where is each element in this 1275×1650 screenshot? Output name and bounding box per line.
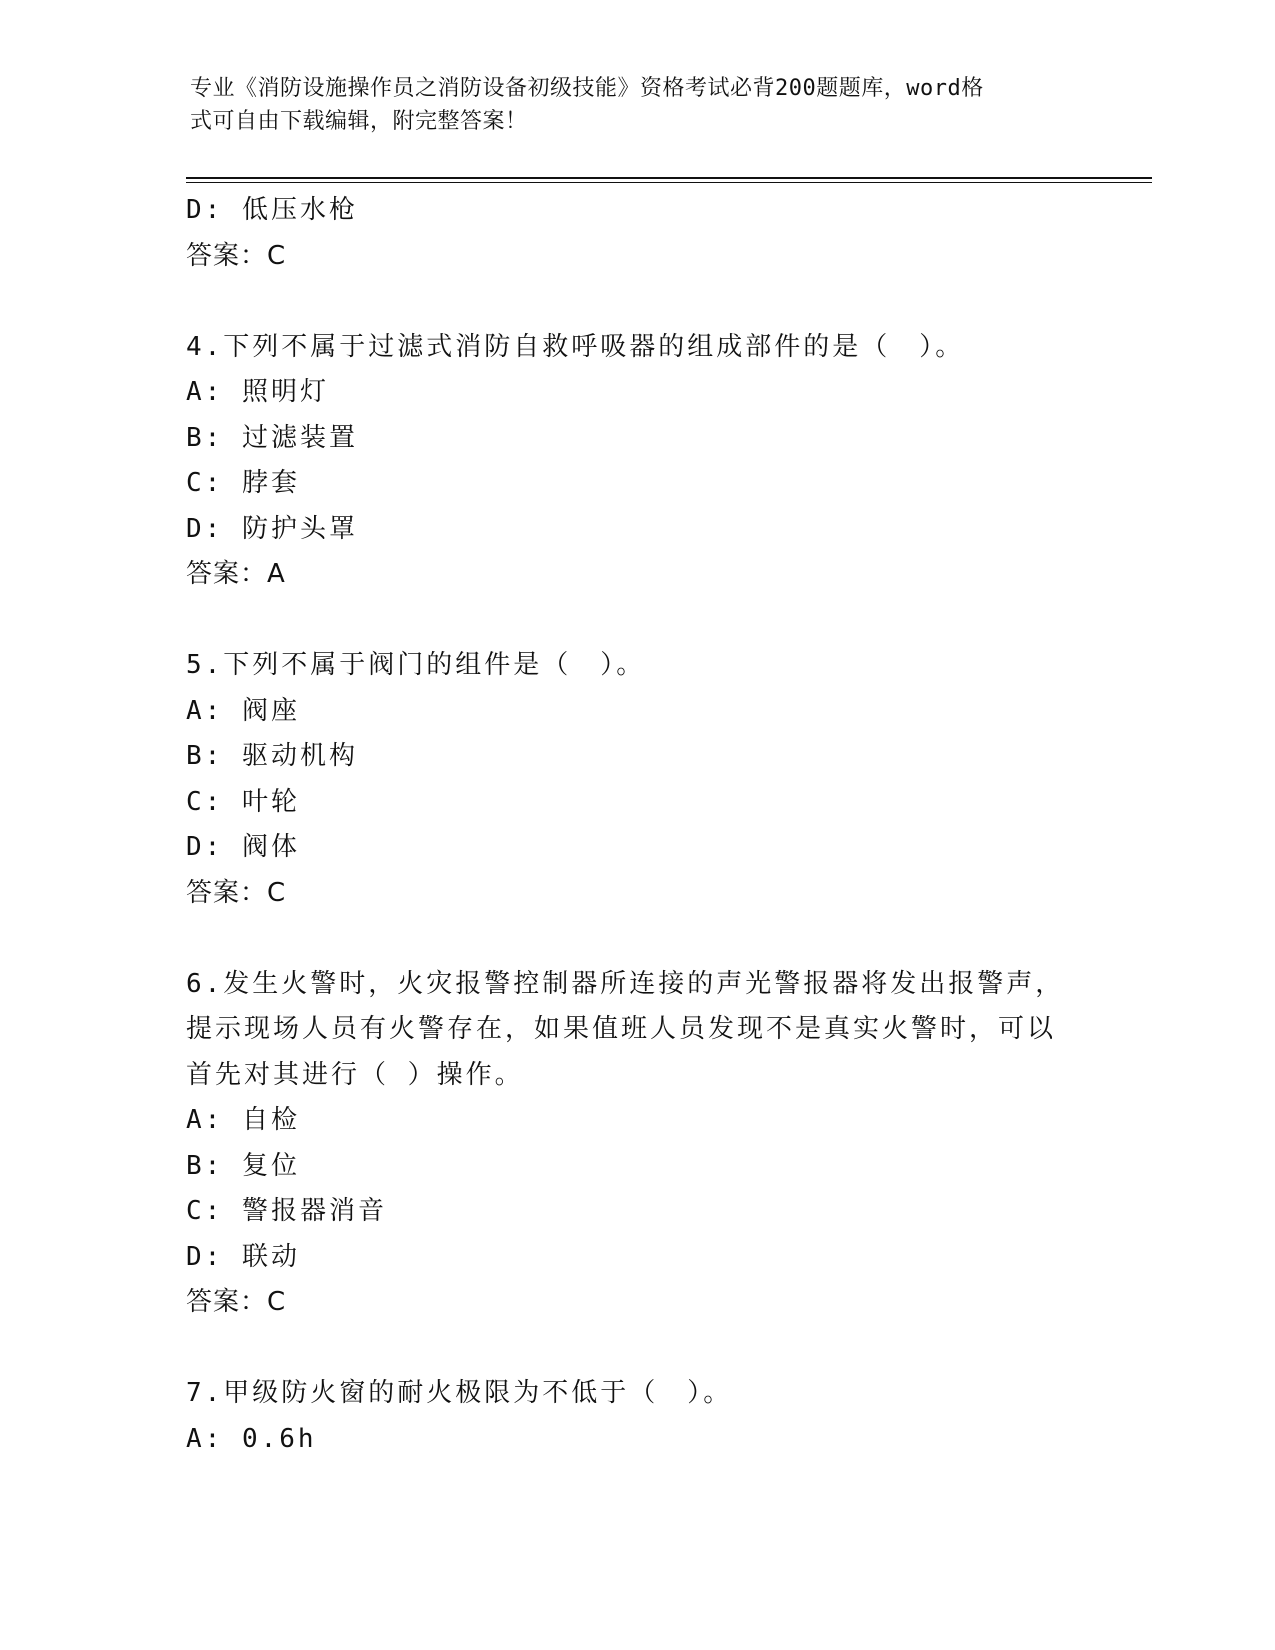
header-rule-thick xyxy=(186,177,1152,179)
question-stem: 4.下列不属于过滤式消防自救呼吸器的组成部件的是（ ）。 xyxy=(186,331,965,362)
option-c: C: 警报器消音 xyxy=(186,1196,387,1226)
header-line-2: 式可自由下载编辑，附完整答案！ xyxy=(190,109,528,134)
option-b: B: 驱动机构 xyxy=(186,741,358,771)
header-rule-thin xyxy=(186,182,1152,183)
spacer xyxy=(186,598,1086,644)
question-stem-line-1: 6.发生火警时，火灾报警控制器所连接的声光警报器将发出报警声， xyxy=(186,968,1065,999)
option-b: B: 过滤装置 xyxy=(186,422,358,453)
option-a: A: 阀座 xyxy=(186,695,300,726)
answer: 答案：C xyxy=(186,1287,287,1317)
question-stem-line-2: 提示现场人员有火警存在，如果值班人员发现不是真实火警时，可以 xyxy=(186,1014,1057,1044)
option-d: D: 防护头罩 xyxy=(186,513,358,544)
question-list xyxy=(186,188,1086,1462)
question-stem-line-3: 首先对其进行（ ）操作。 xyxy=(186,1059,524,1090)
answer: 答案：C xyxy=(186,240,287,271)
spacer xyxy=(186,279,1086,325)
option-c: C: 脖套 xyxy=(186,468,300,498)
question-stem: 7.甲级防火窗的耐火极限为不低于（ ）。 xyxy=(186,1378,733,1408)
spacer xyxy=(186,916,1086,962)
option-a: A: 照明灯 xyxy=(186,377,329,407)
option-d: D: 联动 xyxy=(186,1241,300,1272)
question-block-6 xyxy=(186,962,1086,1326)
question-block-5 xyxy=(186,643,1086,916)
option-c: C: 叶轮 xyxy=(186,786,300,817)
option-d: D: 低压水枪 xyxy=(186,195,358,225)
document-header xyxy=(190,72,1090,138)
option-a: A: 0.6h xyxy=(186,1423,317,1454)
option-d: D: 阀体 xyxy=(186,832,300,862)
answer: 答案：C xyxy=(186,877,287,908)
question-block-prev xyxy=(186,188,1086,279)
question-stem: 5.下列不属于阀门的组件是（ ）。 xyxy=(186,650,646,680)
question-block-4 xyxy=(186,325,1086,598)
header-line-1: 专业《消防设施操作员之消防设备初级技能》资格考试必背200题题库，word格 xyxy=(190,76,984,101)
spacer xyxy=(186,1326,1086,1372)
question-block-7 xyxy=(186,1371,1086,1462)
option-a: A: 自检 xyxy=(186,1105,300,1135)
option-b: B: 复位 xyxy=(186,1150,300,1181)
answer: 答案：A xyxy=(186,559,286,589)
